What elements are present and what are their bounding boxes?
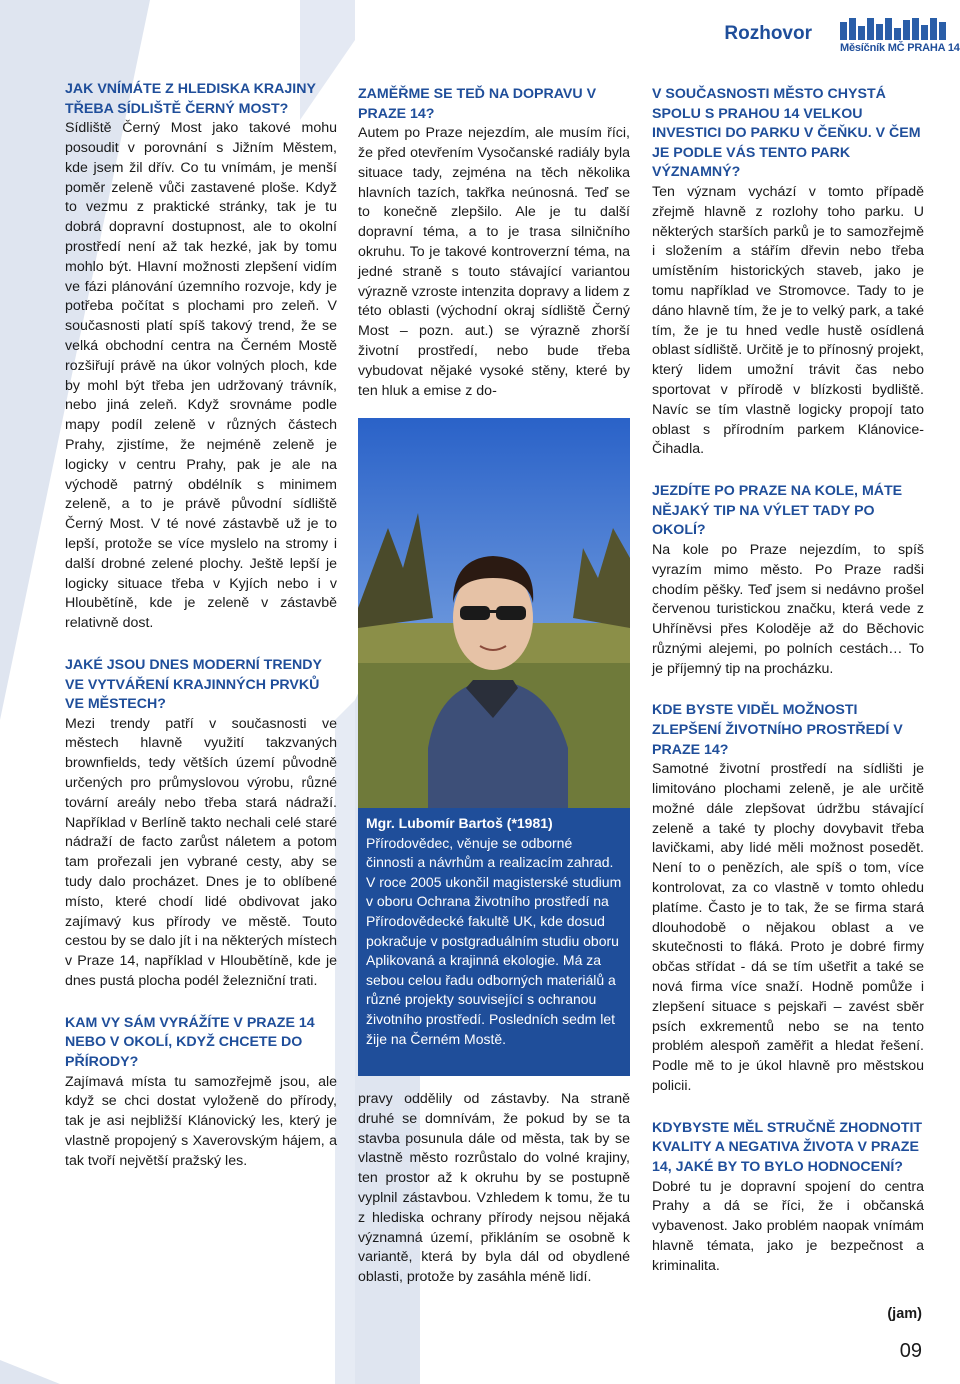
column-middle-continued	[358, 1090, 630, 1310]
question: JEZDÍTE PO PRAZE NA KOLE, MÁTE NĚJAKÝ TIP NA VÝLET TADY PO OKOLÍ?	[652, 483, 903, 539]
column-left	[65, 80, 337, 1194]
portrait-caption	[358, 808, 630, 1076]
question: JAK VNÍMÁTE Z HLEDISKA KRAJINY TŘEBA SÍDLIŠTĚ ČERNÝ MOST?	[65, 81, 316, 117]
question: ZAMĚŘME SE TEĎ NA DOPRAVU V PRAZE 14?	[358, 86, 597, 122]
answer-continued: pravy oddělily od zástavby. Na straně druhé se domnívám, že pokud by se ta stavba posunula dále od města, tak by se vlastně město rozrůstalo do volné krajiny, ten prostor až k okruhu by se postupně vyplnil zástavbou. Vzhledem k tomu, že tu z hlediska ochrany přírody nejsou nějaká významná území, přikláním se osobně k variantě, která by byla dál od obydlené oblasti, protože by zasáhla méně lidí.	[358, 1091, 630, 1286]
logo-text: Měsíčník MČ PRAHA 14	[840, 42, 960, 54]
question: KAM VY SÁM VYRÁŽÍTE V PRAZE 14 NEBO V OKOLÍ, KDYŽ CHCETE DO PŘÍRODY?	[65, 1014, 315, 1071]
author-signature: (jam)	[887, 1306, 922, 1322]
section-title: Rozhovor	[724, 23, 812, 44]
question: V SOUČASNOSTI MĚSTO CHYSTÁ SPOLU S PRAHOU 14 VELKOU INVESTICI DO PARKU V ČEŇKU. V ČEM JE PODLE VÁS TENTO PARK VÝZNAMNÝ?	[652, 86, 921, 181]
answer: Dobré tu je dopravní spojení do centra Prahy a dá se říci, že i občanská vybavenost. Jako problém naopak vnímám hlavně témata, jako je bezpečnost a kriminalita.	[652, 1178, 924, 1274]
column-middle	[358, 85, 630, 423]
question: KDYBYSTE MĚL STRUČNĚ ZHODNOTIT KVALITY A NEGATIVA ŽIVOTA V PRAZE 14, JAKÉ BY TO BYLO HODNOCENÍ?	[652, 1119, 923, 1175]
caption-text: Přírodovědec, věnuje se odborné činnosti a návrhům a realizacím zahrad. V roce 2005 ukončil magisterské studium v oboru Ochrana životního prostředí na Přírodovědecké fakultě UK, kde dosud pokračuje v postgraduálním studiu oboru Aplikovaná a krajinná ekologie. Má za sebou celou řadu odborných materiálů a různé projekty související s ochranou životního prostředí. Posledních sedm let žije na Černém Mostě.	[366, 834, 622, 1047]
answer: Sídliště Černý Most jako takové mohu posoudit v porovnání s Jižním Městem, kde jsem žil dřív. Co tu vnímám, je menší poměr zeleně vůči zastavené ploše. Když to vezmu z praktické stránky, tak je tu dobrá dopravní dostupnost, ale to okolní prostředí není až tak hezké, jak by tomu mohlo být. Hlavní možnosti zlepšení vidím ve fázi plánování územního rozvoje, kdy je potřeba počítat s plochami pro zeleň. V současnosti platí spíš takový trend, že se velká obchodní centra na Černém Mostě rozšiřují právě na úkor volných ploch, kde by mohl být třeba jen udržovaný trávník, nebo jiná zeleň. Když srovnáme podle mapy podíl zeleně v různých částech Prahy, zjistíme, že nejméně zeleně je logicky v centru Prahy, pak je ale na východě patrný obdélník s minimem zeleně, a to je právě původní sídliště Černý Most. V té nové zástavbě už je to lepší, protože se více myslelo na stromy i další drobné zelené plochy. Ještě lepší je logicky situace třeba v Kyjích nebo i v Hloubětíně, kde je zeleně v zástavbě relativně dost.	[65, 120, 337, 632]
question: JAKÉ JSOU DNES MODERNÍ TRENDY VE VYTVÁŘENÍ KRAJINNÝCH PRVKŮ VE MĚSTECH?	[65, 656, 322, 713]
answer: Zajímavá místa tu samozřejmě jsou, ale když se chci dostat vyloženě do přírody, tak je asi nejbližší Klánovický les, který je vlastně propojený s Xaverovským hájem, a tak tvoří největší pražský les.	[65, 1073, 337, 1169]
answer: Mezi trendy patří v současnosti ve městech hlavně využití takzvaných brownfields, tedy větších území původně určených pro průmyslovou výrobu, různé tovární areály nebo třeba stará nádraží. Například v Berlíně takto nechali celé staré nádraží de facto zarůst náletem a potom tam prořezali jen vybrané cesty, aby se tudy dalo procházet. Dnes je to oblíbené místo, které chodí lidé obdivovat jako zajímavý kus přírody ve městě. Touto cestou by se dalo jít i na některých místech v Praze 14, například v Hloubětíně, kde je dnes pustá plocha podél železniční trati.	[65, 715, 337, 990]
portrait-photo	[358, 418, 630, 808]
answer: Na kole po Praze nejezdím, to spíš vyrazím mimo město. Po Praze radši chodím pěšky. Teď jsem si nedávno prošel červenou turistickou značku, která vede z Uhříněvsi přes Koloděje až do Běchovic různými alejemi, po polních cestách… To je příjemný tip na procházku.	[652, 541, 924, 677]
logo-bars-icon	[840, 18, 960, 40]
question: KDE BYSTE VIDĚL MOŽNOSTI ZLEPŠENÍ ŽIVOTNÍHO PROSTŘEDÍ V PRAZE 14?	[652, 702, 903, 758]
caption-name: Mgr. Lubomír Bartoš (*1981)	[366, 815, 553, 831]
answer: Autem po Praze nejezdím, ale musím říci, že před otevřením Vysočanské radiály byla situace tady, zejména na těch několika hlavních tazích, takřka neúnosná. Teď se to konečně zlepšilo. Ale je tu další dopravní téma, a to je trasa silničního okruhu. To je takové kontroverzní téma, na jedné straně s touto stávající variantou výrazně vzroste intenzita dopravy a lidem z této oblasti (východní okraj sídliště Černý Most – pozn. aut.) se výrazně zhorší životní prostředí, nebo bude třeba vybudovat nějaké vysoké stěny, které by ten hluk a emise z do-	[358, 125, 630, 399]
magazine-logo	[840, 18, 960, 54]
answer: Ten význam vychází v tomto případě zřejmě hlavně z rozlohy toho parku. U některých starších parků je to samozřejmě i složením a stářím dřevin nebo třeba umístěním historických staveb, jako je tomu například ve Stromovce. Tady to je dáno hlavně tím, že je to velký park, a také tím, že je tu hned vedle hustě osídlená oblast sídliště. Určitě je to přínosný projekt, který lidem umožní trávit čas nebo sportovat v přírodě v blízkosti bydliště. Navíc se tím vlastně logicky propojí tato oblast s přírodním parkem Klánovice-Čihadla.	[652, 183, 924, 458]
portrait-image	[358, 418, 630, 808]
page-number: 09	[899, 1340, 922, 1362]
column-right	[652, 85, 924, 1299]
answer: Samotné životní prostředí na sídlišti je limitováno plochami zeleně, je ale určitě možné dále zlepšovat údržbu stávající zeleně a také ty plochy dovybavit třeba lavičkami, aby lidé měli možnost posedět. Není to o penězích, ale spíš o tom, více kontrolovat, za co vlastně v tomto ohledu platíme. Často je to tak, že se firma stará dlouhodobě o nějakou oblast a ve skutečnosti to fláká. Proto je dobré firmy občas střídat - dá se tím ušetřit a také se nová firma více snaží. Hodně pomůže i zlepšení situace s pejskaři – zavést sběr psích exkrementů nebo se na tento problém alespoň zaměřit a hledat řešení. Podle mě to je úkol hlavně pro městskou policii.	[652, 761, 924, 1095]
